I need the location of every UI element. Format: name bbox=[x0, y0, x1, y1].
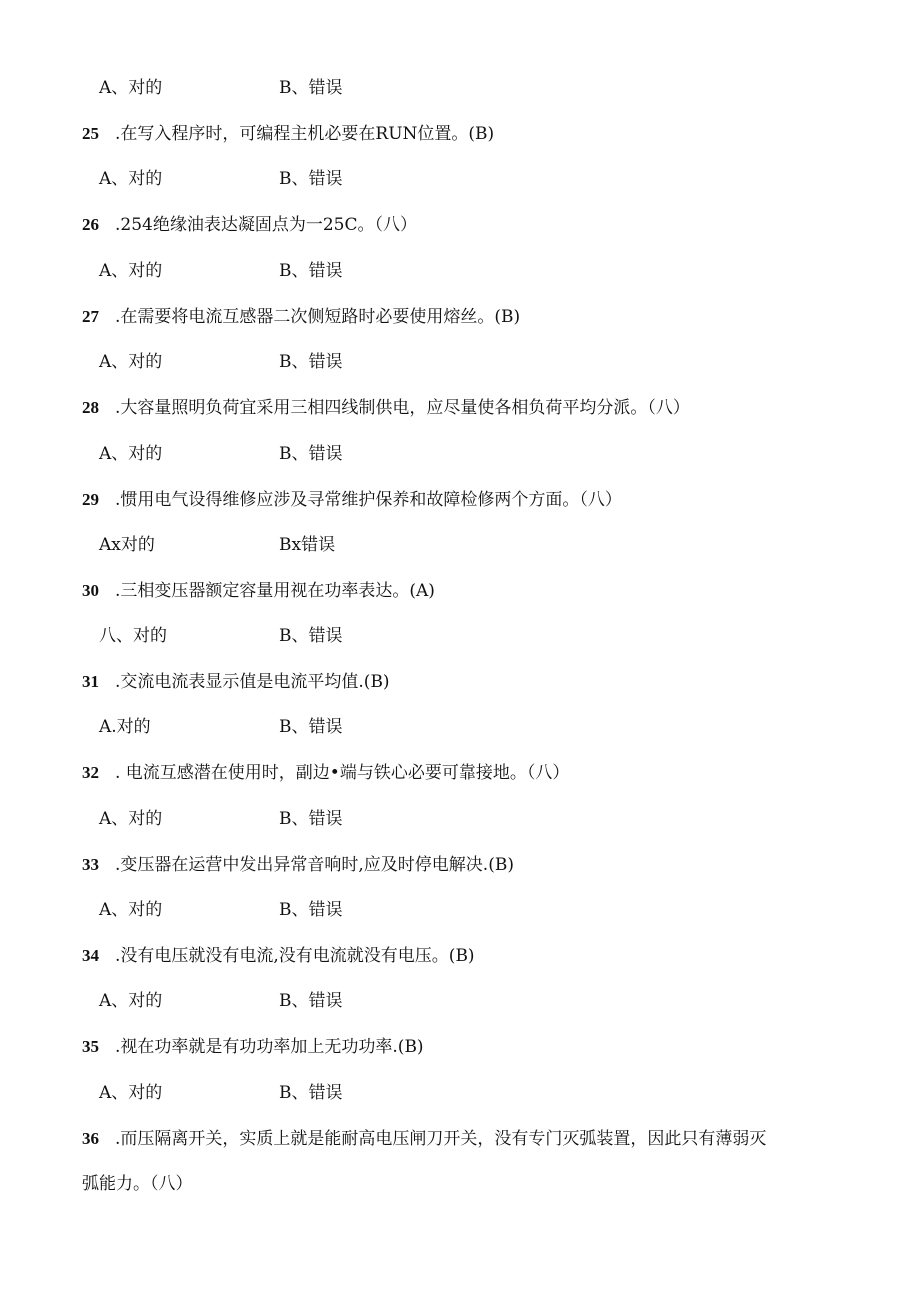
question-number: 35 bbox=[82, 1037, 99, 1056]
option-a: A、对的 bbox=[99, 1083, 163, 1103]
question-text: .254绝缘油表达凝固点为一25C。（八） bbox=[115, 215, 417, 235]
option-a: A、对的 bbox=[99, 169, 163, 189]
question-text: .在需要将电流互感器二次侧短路时必要使用熔丝。(B) bbox=[115, 307, 521, 327]
option-b: Bx错误 bbox=[279, 535, 336, 555]
question-row bbox=[0, 762, 920, 786]
question-number: 28 bbox=[82, 398, 99, 417]
question-number: 29 bbox=[82, 490, 99, 509]
option-b: B、错误 bbox=[279, 809, 343, 829]
option-b: B、错误 bbox=[279, 900, 343, 920]
answer-options-row bbox=[0, 443, 920, 467]
question-text: .没有电压就没有电流,没有电流就没有电压。(B) bbox=[115, 946, 475, 966]
option-b: B、错误 bbox=[279, 444, 343, 464]
question-number: 34 bbox=[82, 946, 99, 965]
question-number: 33 bbox=[82, 855, 99, 874]
option-b: B、错误 bbox=[279, 626, 343, 646]
option-b: B、错误 bbox=[279, 261, 343, 281]
option-a: A.对的 bbox=[99, 717, 151, 737]
option-a: A、对的 bbox=[99, 352, 163, 372]
question-text: .三相变压器额定容量用视在功率表达。(A) bbox=[115, 581, 435, 601]
question-number: 32 bbox=[82, 763, 99, 782]
question-text: . 电流互感潜在使用时，副边•端与铁心必要可靠接地。（八） bbox=[115, 763, 570, 783]
question-text: .而压隔离开关，实质上就是能耐高电压闸刀开关，没有专门灭弧装置，因此只有薄弱灭 bbox=[115, 1129, 767, 1149]
question-row bbox=[0, 671, 920, 695]
question-continuation-row bbox=[0, 1173, 920, 1197]
question-text: .交流电流表显示值是电流平均值.(B) bbox=[115, 672, 390, 692]
option-a: A、对的 bbox=[99, 78, 163, 98]
option-a: A、对的 bbox=[99, 900, 163, 920]
question-row bbox=[0, 306, 920, 330]
question-row bbox=[0, 945, 920, 969]
answer-options-row bbox=[0, 351, 920, 375]
option-b: B、错误 bbox=[279, 169, 343, 189]
question-row bbox=[0, 1036, 920, 1060]
question-number: 36 bbox=[82, 1129, 99, 1148]
option-a: Ax对的 bbox=[99, 535, 155, 555]
option-b: B、错误 bbox=[279, 991, 343, 1011]
question-text: .视在功率就是有功功率加上无功功率.(B) bbox=[115, 1037, 424, 1057]
answer-options-row bbox=[0, 1082, 920, 1106]
option-a: A、对的 bbox=[99, 809, 163, 829]
question-row bbox=[0, 214, 920, 238]
answer-options-row bbox=[0, 899, 920, 923]
question-number: 31 bbox=[82, 672, 99, 691]
answer-options-row bbox=[0, 808, 920, 832]
question-text-continuation: 弧能力。（八） bbox=[82, 1174, 193, 1194]
answer-options-row bbox=[0, 716, 920, 740]
answer-options-row bbox=[0, 990, 920, 1014]
answer-options-row bbox=[0, 534, 920, 558]
question-number: 30 bbox=[82, 581, 99, 600]
question-row bbox=[0, 580, 920, 604]
question-text: .惯用电气设得维修应涉及寻常维护保养和故障检修两个方面。（八） bbox=[115, 490, 622, 510]
question-number: 26 bbox=[82, 215, 99, 234]
question-number: 27 bbox=[82, 307, 99, 326]
question-row bbox=[0, 397, 920, 421]
question-number: 25 bbox=[82, 124, 99, 143]
option-a: A、对的 bbox=[99, 991, 163, 1011]
question-row bbox=[0, 1128, 920, 1152]
option-a: A、对的 bbox=[99, 444, 163, 464]
option-b: B、错误 bbox=[279, 717, 343, 737]
question-text: .在写入程序时，可编程主机必要在RUN位置。(B) bbox=[115, 124, 495, 144]
question-text: .变压器在运营中发出异常音响时,应及时停电解决.(B) bbox=[115, 855, 514, 875]
option-b: B、错误 bbox=[279, 78, 343, 98]
question-row bbox=[0, 489, 920, 513]
answer-options-row bbox=[0, 168, 920, 192]
option-b: B、错误 bbox=[279, 352, 343, 372]
option-a: 八、对的 bbox=[99, 626, 167, 646]
answer-options-row bbox=[0, 260, 920, 284]
option-b: B、错误 bbox=[279, 1083, 343, 1103]
option-a: A、对的 bbox=[99, 261, 163, 281]
question-row bbox=[0, 123, 920, 147]
question-row bbox=[0, 854, 920, 878]
answer-options-row bbox=[0, 625, 920, 649]
answer-options-row bbox=[0, 77, 920, 101]
question-text: .大容量照明负荷宜采用三相四线制供电，应尽量使各相负荷平均分派。（八） bbox=[115, 398, 690, 418]
